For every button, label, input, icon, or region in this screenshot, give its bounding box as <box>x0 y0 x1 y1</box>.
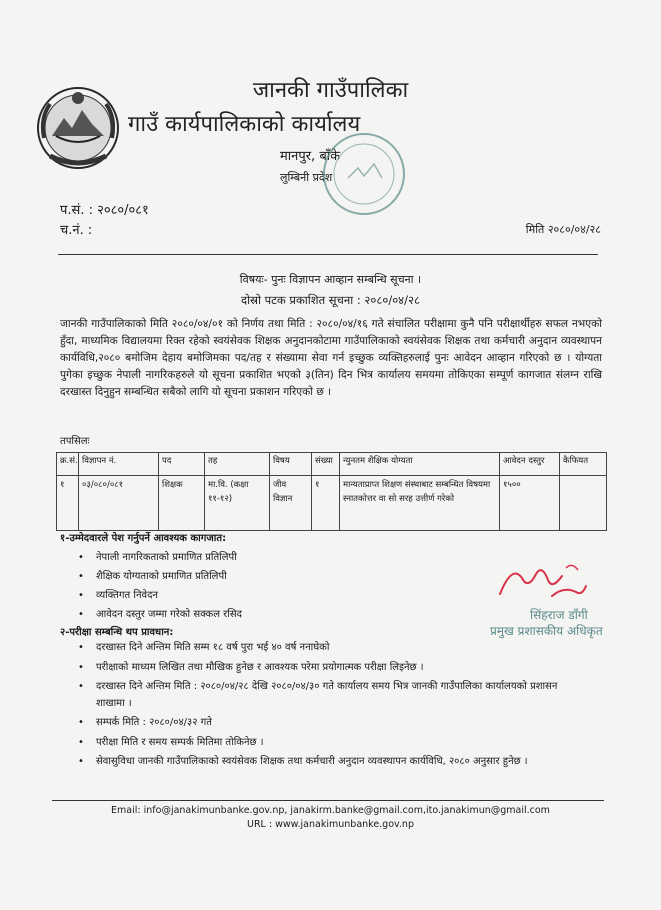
table-cell <box>560 476 607 531</box>
municipality-name: जानकी गाउँपालिका <box>252 78 409 103</box>
documents-list <box>60 548 242 624</box>
section2-heading: २-परीक्षा सम्बन्धि थप प्रावधान: <box>60 627 174 638</box>
province-name: लुम्बिनी प्रदेश <box>280 171 333 184</box>
list-item: • आवेदन दस्तुर जम्मा गरेको सक्कल रसिद <box>96 605 242 624</box>
section1-heading: १-उम्मेदवारले पेश गर्नुपर्ने आवश्यक कागजात: <box>60 533 227 544</box>
table-cell: मा.वि. (कक्षा ११-१२) <box>205 476 270 531</box>
table-header: तह <box>205 453 270 476</box>
table-header: विज्ञापन नं. <box>79 453 159 476</box>
notice-body: जानकी गाउँपालिकाको मिति २०८०/०४/०१ को निर्णय तथा मिति : २०८०/०४/१६ गते संचालित परीक्षामा कुनै पनि परीक्षार्थीहरु सफल नभएको हुँदा, माध्यमिक विद्यालयमा रिक्त रहेको स्वयंसेवक शिक्षक अनुदानकोटामा गाउँपालिकाको स्वयंसेवक शिक्षक तथा कर्मचारी अनुदान व्यवस्थापन कार्यविधि,२०८० बमोजिम देहाय बमोजिमका पद/तह र संख्यामा सेवा गर्न इच्छुक व्यक्तिहरुलाई पुनः आवेदन आव्हान गरिएको छ । योग्यता पुगेका इच्छुक नेपाली नागरिकहरुले यो सूचना प्रकाशित भएको ३(तिन) दिन भित्र कार्यालय समयमा तोकिएका सम्पूर्ण कागजात संलग्न राखि दरखास्त दिनुहुन सम्बन्धित सबैको लागि यो सूचना प्रकाशन गरिएको छ । <box>60 318 602 398</box>
table-cell: मान्यताप्राप्त शिक्षण संस्थाबाट सम्बन्धित विषयमा स्नातकोत्तर वा सो सरह उत्तीर्ण गरेको <box>340 476 500 531</box>
notice-date: मिति २०८०/०४/२८ <box>525 223 601 236</box>
list-item: • शैक्षिक योग्यताको प्रमाणित प्रतिलिपी <box>96 567 242 586</box>
details-label: तपसिलः <box>60 436 90 447</box>
signatory-name: सिंहराज डाँगी <box>530 608 588 622</box>
list-item: • परीक्षाको माध्यम लिखित तथा मौखिक हुनेछ र आवश्यक परेमा प्रयोगात्मक परीक्षा लिइनेछ । <box>96 660 576 677</box>
signature-icon <box>492 556 592 606</box>
table-cell: १ <box>57 476 79 531</box>
table-header: आवेदन दस्तुर <box>500 453 560 476</box>
table-row <box>57 476 607 531</box>
vacancy-table <box>56 452 607 531</box>
second-publication-line: दोस्रो पटक प्रकाशित सूचना : २०८०/०४/२८ <box>241 293 420 307</box>
exam-provisions-list <box>60 640 576 774</box>
list-item: • दरखास्त दिने अन्तिम मिति : २०८०/०४/२८ देखि २०८०/०४/३० गते कार्यालय समय भित्र जानकी गाउँपालिका कार्यालयको प्रशासन शाखामा । <box>96 679 576 712</box>
list-item: • सेवासुविधा जानकी गाउँपालिकाको स्वयंसेवक शिक्षक तथा कर्मचारी अनुदान व्यवस्थापन कार्यविधि, २०८० अनुसार हुनेछ । <box>96 754 576 771</box>
footer-url: URL : www.janakimunbanke.gov.np <box>247 819 414 830</box>
table-cell: १ <box>312 476 340 531</box>
table-header: पद <box>159 453 205 476</box>
footer-divider <box>52 800 604 801</box>
table-cell: जीव विज्ञान <box>270 476 312 531</box>
table-header-row <box>57 453 607 476</box>
table-header: संख्या <box>312 453 340 476</box>
signatory-title: प्रमुख प्रशासकीय अधिकृत <box>490 624 603 638</box>
table-cell: १५०० <box>500 476 560 531</box>
list-item: • सम्पर्क मिति : २०८०/०४/३२ गते <box>96 715 576 732</box>
office-seal-icon <box>318 128 410 220</box>
chalani-number: च.नं. : <box>60 223 93 238</box>
list-item: • नेपाली नागरिकताको प्रमाणित प्रतिलिपी <box>96 548 242 567</box>
office-name: गाउँ कार्यपालिकाको कार्यालय <box>128 112 361 137</box>
office-location: मानपुर, बाँके <box>280 149 341 164</box>
patra-sankhya: प.सं. : २०८०/०८१ <box>60 203 149 218</box>
list-item: • व्यक्तिगत निवेदन <box>96 586 242 605</box>
header-divider <box>58 254 598 255</box>
table-header: क्र.सं. <box>57 453 79 476</box>
table-cell: ०३/०८०/०८१ <box>79 476 159 531</box>
footer-email: Email: info@janakimunbanke.gov.np, janakirm.banke@gmail.com,ito.janakimun@gmail.com <box>111 805 550 816</box>
list-item: • परीक्षा मिति र समय सम्पर्क मितिमा तोकिनेछ । <box>96 735 576 752</box>
table-header: कैफियत <box>560 453 607 476</box>
table-header: विषय <box>270 453 312 476</box>
notice-subject: विषयः- पुनः विज्ञापन आव्हान सम्बन्धि सूचना । <box>239 273 422 286</box>
table-header: न्युनतम शैक्षिक योग्यता <box>340 453 500 476</box>
table-cell: शिक्षक <box>159 476 205 531</box>
list-item: • दरखास्त दिने अन्तिम मिति सम्म १८ वर्ष पुरा भई ४० वर्ष ननाघेको <box>96 640 576 657</box>
